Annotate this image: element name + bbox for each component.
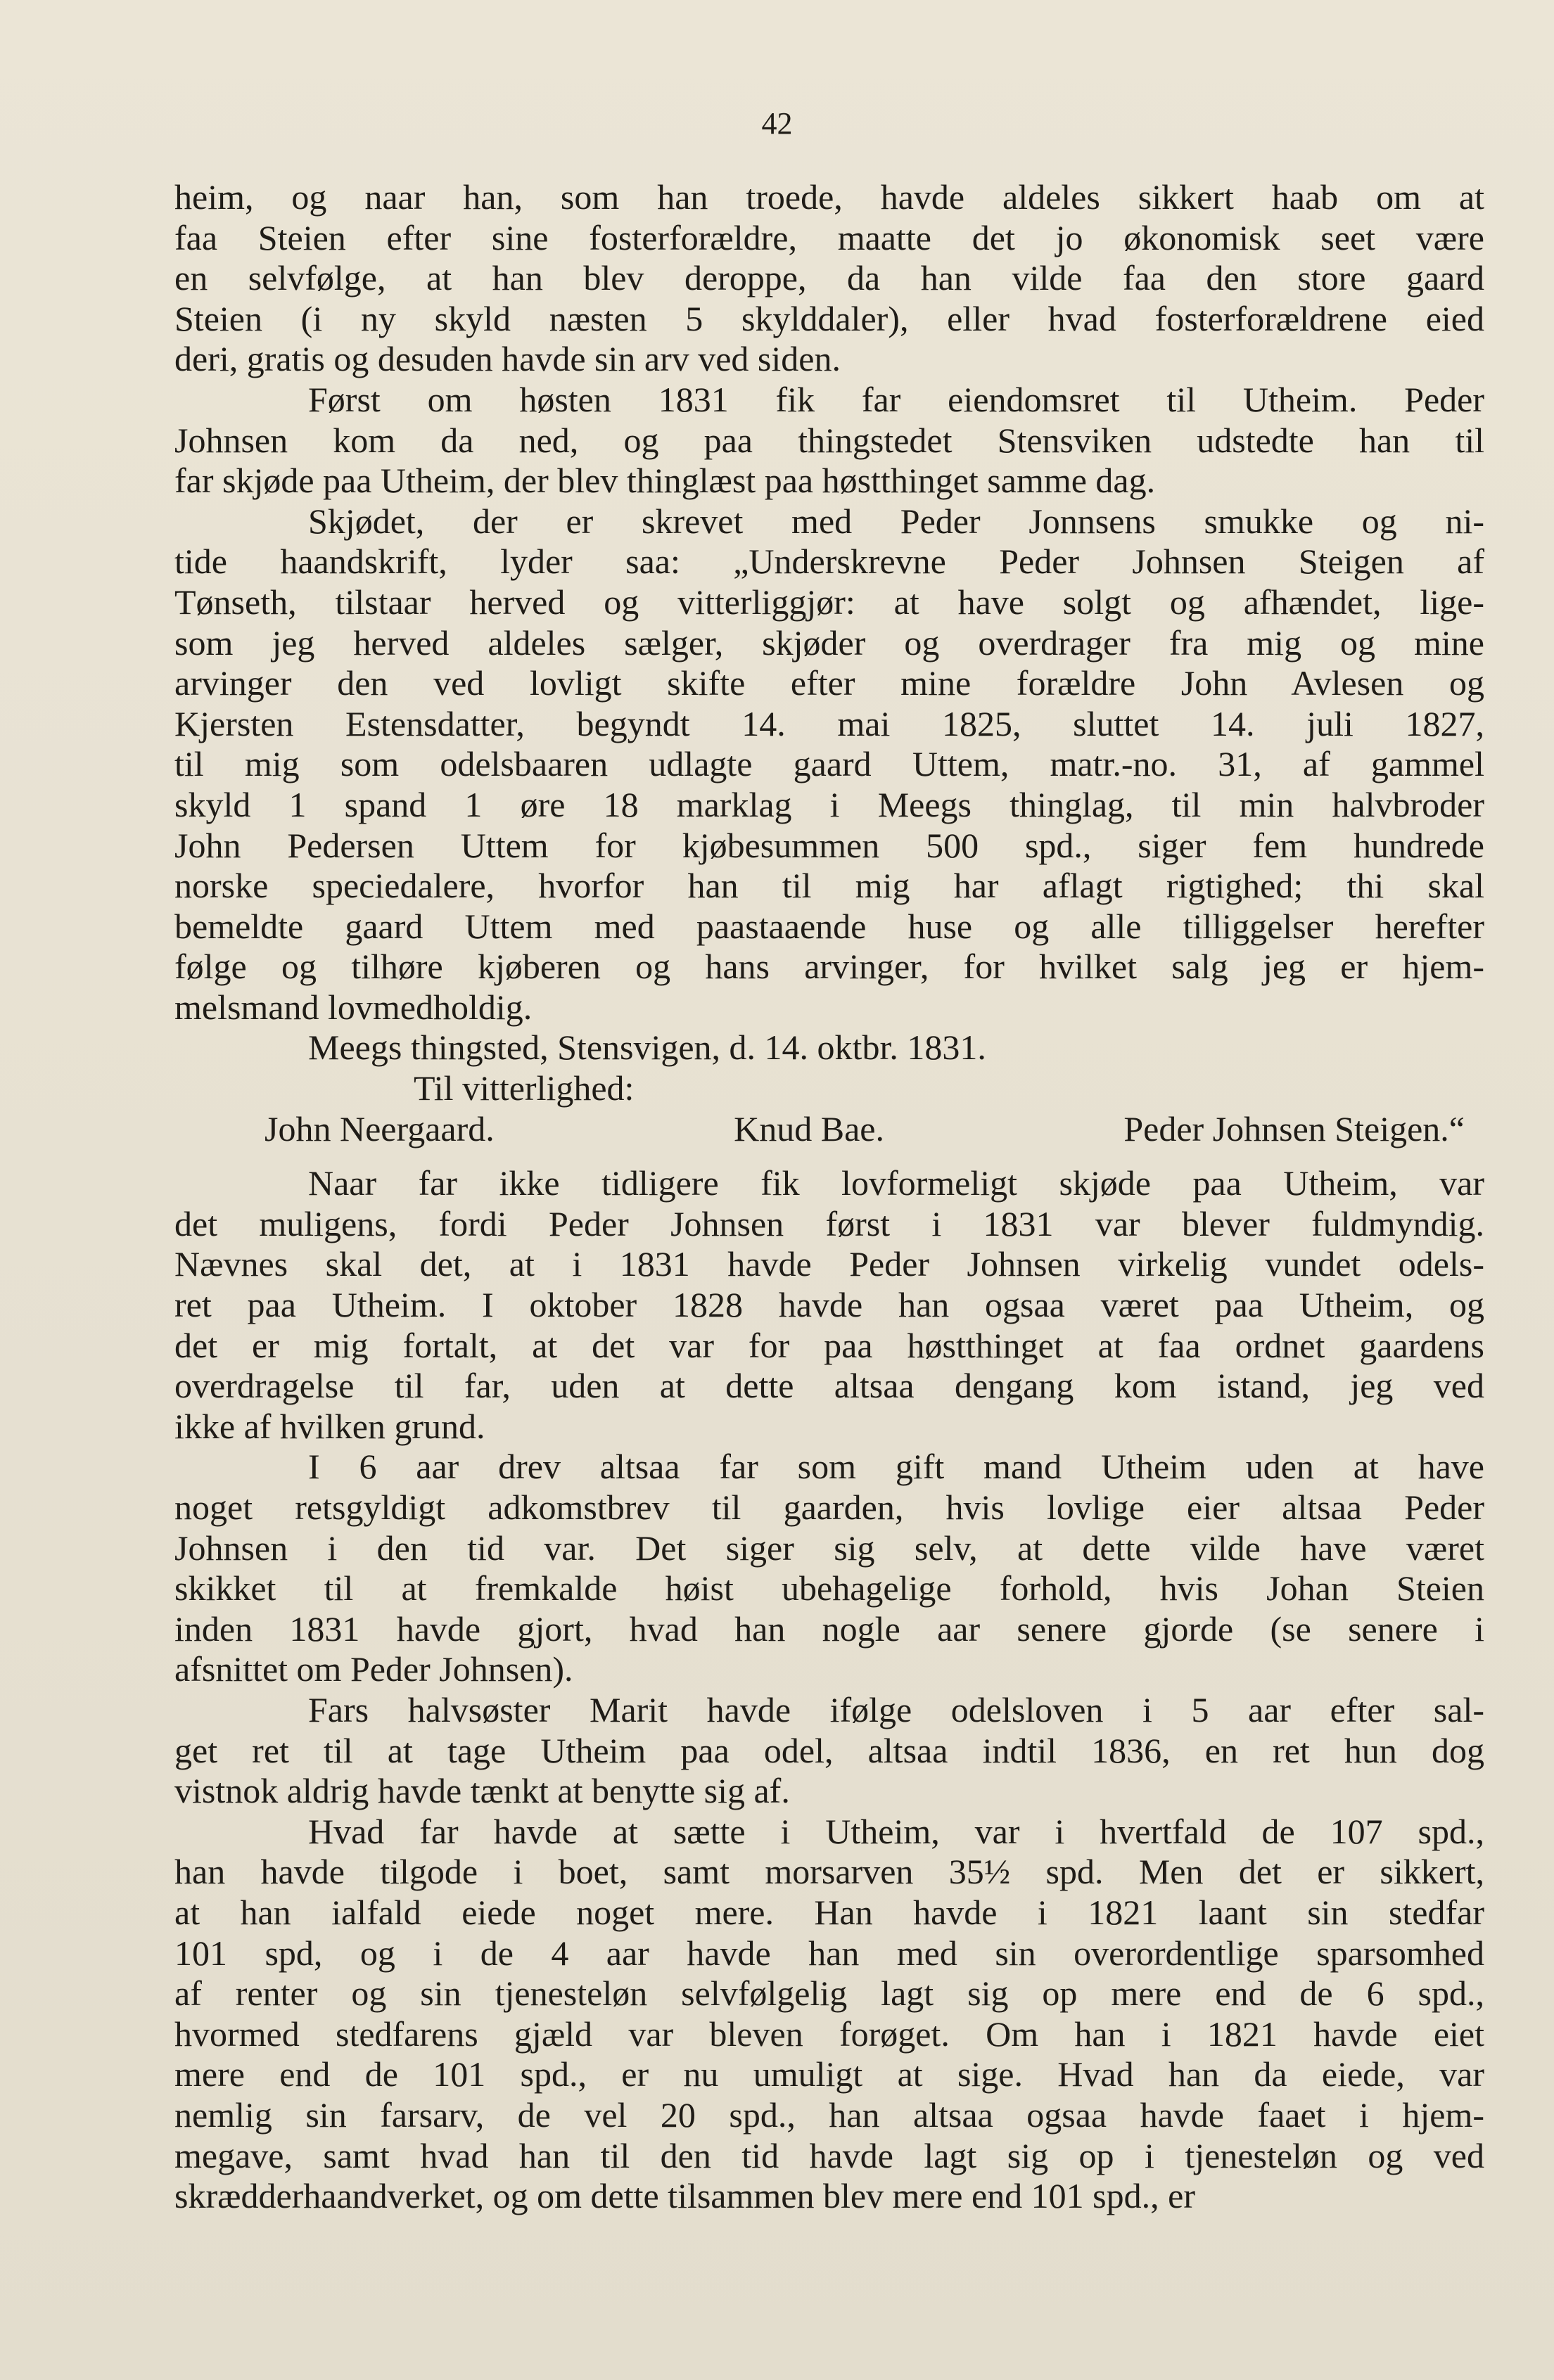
paragraph <box>174 177 1484 380</box>
witness-name: Peder Johnsen Steigen.“ <box>1123 1108 1465 1149</box>
paragraph <box>174 380 1484 501</box>
text-line: ikke af hvilken grund. <box>174 1406 485 1446</box>
text-line: det er mig fortalt, at det var for paa høstthinget at faa ordnet gaardens <box>174 1325 1484 1365</box>
text-line: Nævnes skal det, at i 1831 havde Peder Johnsen virkelig vundet odels- <box>174 1244 1484 1284</box>
text-line: til mig som odelsbaaren udlagte gaard Uttem, matr.-no. 31, af gammel <box>174 744 1484 784</box>
section-gap <box>174 1149 1484 1163</box>
text-line: megave, samt hvad han til den tid havde lagt sig op i tjenesteløn og ved <box>174 2135 1484 2175</box>
text-line: melsmand lovmedholdig. <box>174 987 533 1027</box>
text-line: af renter og sin tjenesteløn selvfølgelig lagt sig op mere end de 6 spd., <box>174 1973 1484 2014</box>
text-line: afsnittet om Peder Johnsen). <box>174 1649 573 1689</box>
paragraph <box>174 1447 1484 1690</box>
paragraph <box>174 1812 1484 2217</box>
text-line: Fars halvsøster Marit havde ifølge odelsloven i 5 aar efter sal- <box>308 1689 1484 1729</box>
paragraph <box>174 1163 1484 1447</box>
text-line: ret paa Utheim. I oktober 1828 havde han ogsaa været paa Utheim, og <box>174 1285 1484 1325</box>
text-line: Naar far ikke tidligere fik lovformeligt skjøde paa Utheim, var <box>308 1163 1484 1203</box>
text-line: deri, gratis og desuden havde sin arv ved siden. <box>174 339 841 379</box>
text-line: skrædderhaandverket, og om dette tilsammen blev mere end 101 spd., er <box>174 2176 1195 2216</box>
page-number: 42 <box>761 106 793 141</box>
text-line: bemeldte gaard Uttem med paastaaende huse og alle tilliggelser herefter <box>174 906 1484 946</box>
text-line: faa Steien efter sine fosterforældre, maatte det jo økonomisk seet være <box>174 217 1484 257</box>
text-line: han havde tilgode i boet, samt morsarven 35½ spd. Men det er sikkert, <box>174 1852 1484 1892</box>
paragraph <box>174 501 1484 1028</box>
attestation-heading: Til vitterlighed: <box>414 1068 635 1108</box>
text-line: heim, og naar han, som han troede, havde aldeles sikkert haab om at <box>174 177 1484 217</box>
text-line: en selvfølge, at han blev deroppe, da han vilde faa den store gaard <box>174 258 1484 298</box>
text-line: tide haandskrift, lyder saa: „Underskrevne Peder Johnsen Steigen af <box>174 542 1484 582</box>
text-line: John Pedersen Uttem for kjøbesummen 500 spd., siger fem hundrede <box>174 825 1484 865</box>
text-line: Først om høsten 1831 fik far eiendomsret til Utheim. Peder <box>308 379 1484 419</box>
text-line: noget retsgyldigt adkomstbrev til gaarden, hvis lovlige eier altsaa Peder <box>174 1488 1484 1527</box>
text-line: arvinger den ved lovligt skifte efter mine forældre John Avlesen og <box>174 663 1484 703</box>
text-line: følge og tilhøre kjøberen og hans arvinger, for hvilket salg jeg er hjem- <box>174 947 1484 987</box>
text-line: Skjødet, der er skrevet med Peder Jonnsens smukke og ni- <box>308 501 1484 541</box>
text-line: Hvad far havde at sætte i Utheim, var i hvertfald de 107 spd., <box>308 1811 1484 1851</box>
text-line: I 6 aar drev altsaa far som gift mand Utheim uden at have <box>308 1447 1484 1487</box>
witness-signatures <box>174 1109 1484 1150</box>
text-line: far skjøde paa Utheim, der blev thinglæst paa høstthinget samme dag. <box>174 461 1156 501</box>
witness-name: John Neergaard. <box>265 1108 495 1149</box>
text-line: at han ialfald eiede noget mere. Han havde i 1821 laant sin stedfar <box>174 1892 1484 1932</box>
text-line: hvormed stedfarens gjæld var bleven forøget. Om han i 1821 havde eiet <box>174 2014 1484 2054</box>
text-line: vistnok aldrig havde tænkt at benytte sig af. <box>174 1771 790 1811</box>
text-line: get ret til at tage Utheim paa odel, altsaa indtil 1836, en ret hun dog <box>174 1730 1484 1770</box>
text-line: Kjersten Estensdatter, begyndt 14. mai 1825, sluttet 14. juli 1827, <box>174 703 1484 743</box>
text-line: Steien (i ny skyld næsten 5 skylddaler), eller hvad fosterforældrene eied <box>174 298 1484 338</box>
text-line: 101 spd, og i de 4 aar havde han med sin overordentlige sparsomhed <box>174 1933 1484 1973</box>
text-line: Meegs thingsted, Stensvigen, d. 14. oktbr. 1831. <box>308 1028 986 1068</box>
text-line: overdragelse til far, uden at dette altsaa dengang kom istand, jeg ved <box>174 1366 1484 1406</box>
text-line: Johnsen kom da ned, og paa thingstedet Stensviken udstedte han til <box>174 420 1484 460</box>
witness-name: Knud Bae. <box>734 1108 884 1149</box>
paragraph <box>174 1028 1484 1068</box>
text-line: norske speciedalere, hvorfor han til mig har aflagt rigtighed; thi skal <box>174 866 1484 906</box>
text-line: Johnsen i den tid var. Det siger sig selv, at dette vilde have været <box>174 1528 1484 1568</box>
paragraph <box>174 1690 1484 1812</box>
text-line: inden 1831 havde gjort, hvad han nogle aar senere gjorde (se senere i <box>174 1608 1484 1649</box>
text-line: mere end de 101 spd., er nu umuligt at sige. Hvad han da eiede, var <box>174 2054 1484 2094</box>
text-line: skikket til at fremkalde høist ubehagelige forhold, hvis Johan Steien <box>174 1568 1484 1608</box>
text-line: nemlig sin farsarv, de vel 20 spd., han altsaa ogsaa havde faaet i hjem- <box>174 2094 1484 2135</box>
text-line: som jeg herved aldeles sælger, skjøder og overdrager fra mig og mine <box>174 622 1484 663</box>
text-line: det muligens, fordi Peder Johnsen først i 1831 var blever fuldmyndig. <box>174 1203 1484 1243</box>
text-line: Tønseth, tilstaar herved og vitterliggjør: at have solgt og afhændet, lige- <box>174 582 1484 622</box>
text-line: skyld 1 spand 1 øre 18 marklag i Meegs thinglag, til min halvbroder <box>174 784 1484 824</box>
body-text <box>174 177 1484 2217</box>
